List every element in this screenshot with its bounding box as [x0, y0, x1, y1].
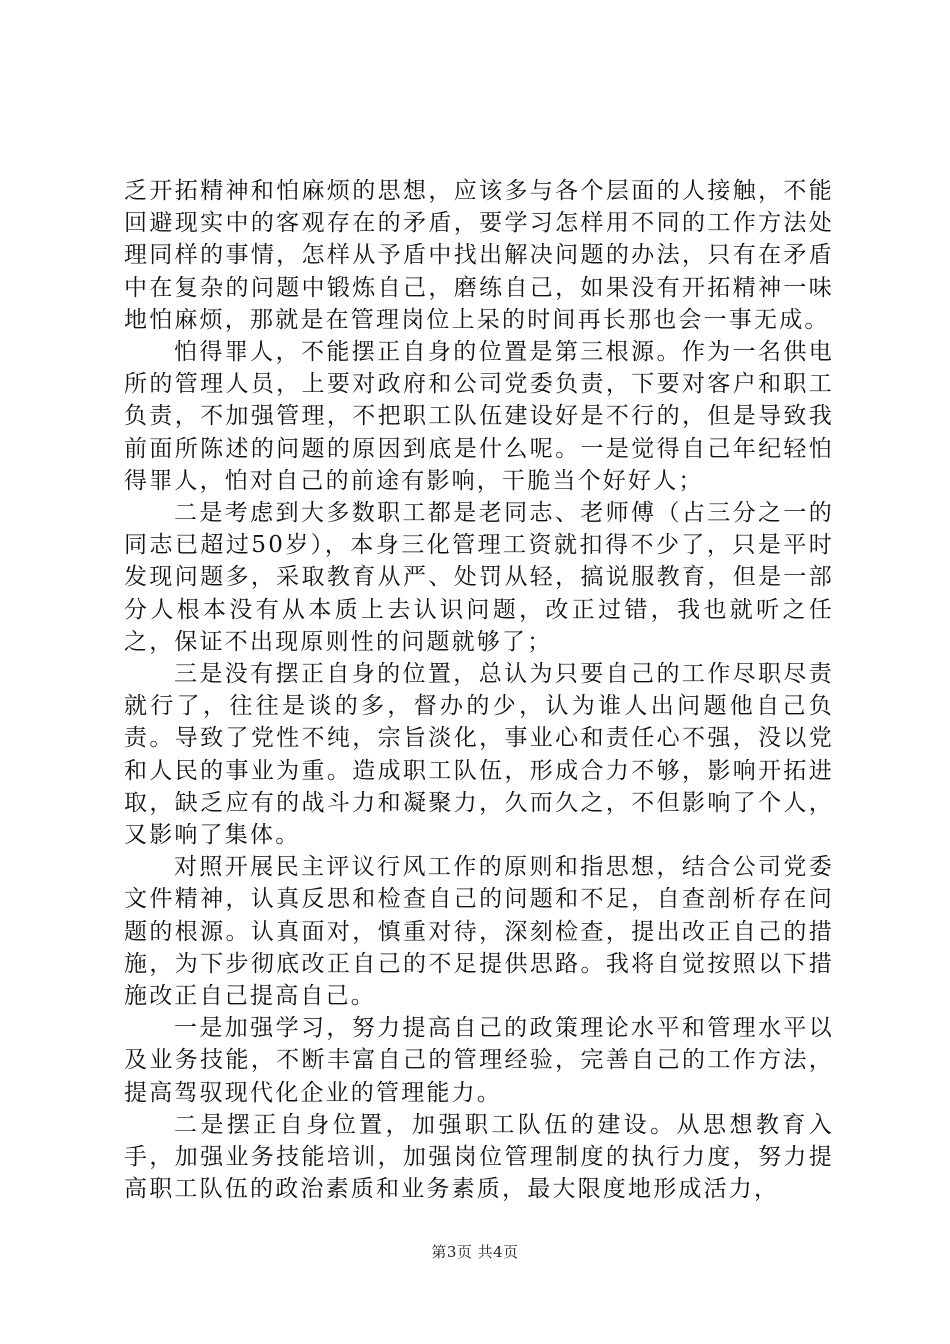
paragraph-measures-intro: 对照开展民主评议行风工作的原则和指思想，结合公司党委文件精神，认真反思和检查自己的问题和不足，自查剖析存在问题的根源。认真面对，慎重对待，深刻检查，提出改正自己的措施，为下步彻底改正自己的不足提供思路。我将自觉按照以下措施改正自己提高自己。 — [124, 854, 834, 1010]
paragraph-continuation: 乏开拓精神和怕麻烦的思想，应该多与各个层面的人接触，不能回避现实中的客观存在的矛盾，要学习怎样用不同的工作方法处理同样的事情，怎样从予盾中找出解决问题的办法，只有在矛盾中在复杂的问题中锻炼自己，磨练自己，如果没有开拓精神一味地怕麻烦，那就是在管理岗位上呆的时间再长那也会一事无成。 — [124, 178, 834, 333]
paragraph-root-cause-three: 怕得罪人，不能摆正自身的位置是第三根源。作为一名供电所的管理人员，上要对政府和公司党委负责，下要对客户和职工负责，不加强管理，不把职工队伍建设好是不行的，但是导致我前面所陈述的问题的原因到底是什么呢。一是觉得自己年纪轻怕得罪人，怕对自己的前途有影响，干脆当个好好人； — [124, 339, 834, 494]
paragraph-reason-two: 二是考虑到大多数职工都是老同志、老师傅（占三分之一的同志已超过50岁），本身三化管理工资就扣得不少了，只是平时发现问题多，采取教育从严、处罚从轻，搞说服教育，但是一部分人根本没有从本质上去认识问题，改正过错，我也就听之任之，保证不出现原则性的问题就够了； — [124, 500, 834, 655]
page-number-footer: 第3页 共4页 — [431, 1243, 519, 1261]
paragraph-measure-one: 一是加强学习，努力提高自己的政策理论水平和管理水平以及业务技能，不断丰富自己的管理经验，完善自己的工作方法，提高驾驭现代化企业的管理能力。 — [124, 1015, 834, 1106]
document-body — [124, 175, 834, 1206]
paragraph-measure-two: 二是摆正自身位置，加强职工队伍的建设。从思想教育入手，加强业务技能培训，加强岗位管理制度的执行力度，努力提高职工队伍的政治素质和业务素质，最大限度地形成活力， — [124, 1111, 834, 1203]
paragraph-reason-three: 三是没有摆正自身的位置，总认为只要自己的工作尽职尽责就行了，往往是谈的多，督办的少，认为谁人出问题他自己负责。导致了党性不纯，宗旨淡化，事业心和责任心不强，没以党和人民的事业为重。造成职工队伍，形成合力不够，影响开拓进取，缺乏应有的战斗力和凝聚力，久而久之，不但影响了个人，又影响了集体。 — [124, 661, 834, 849]
